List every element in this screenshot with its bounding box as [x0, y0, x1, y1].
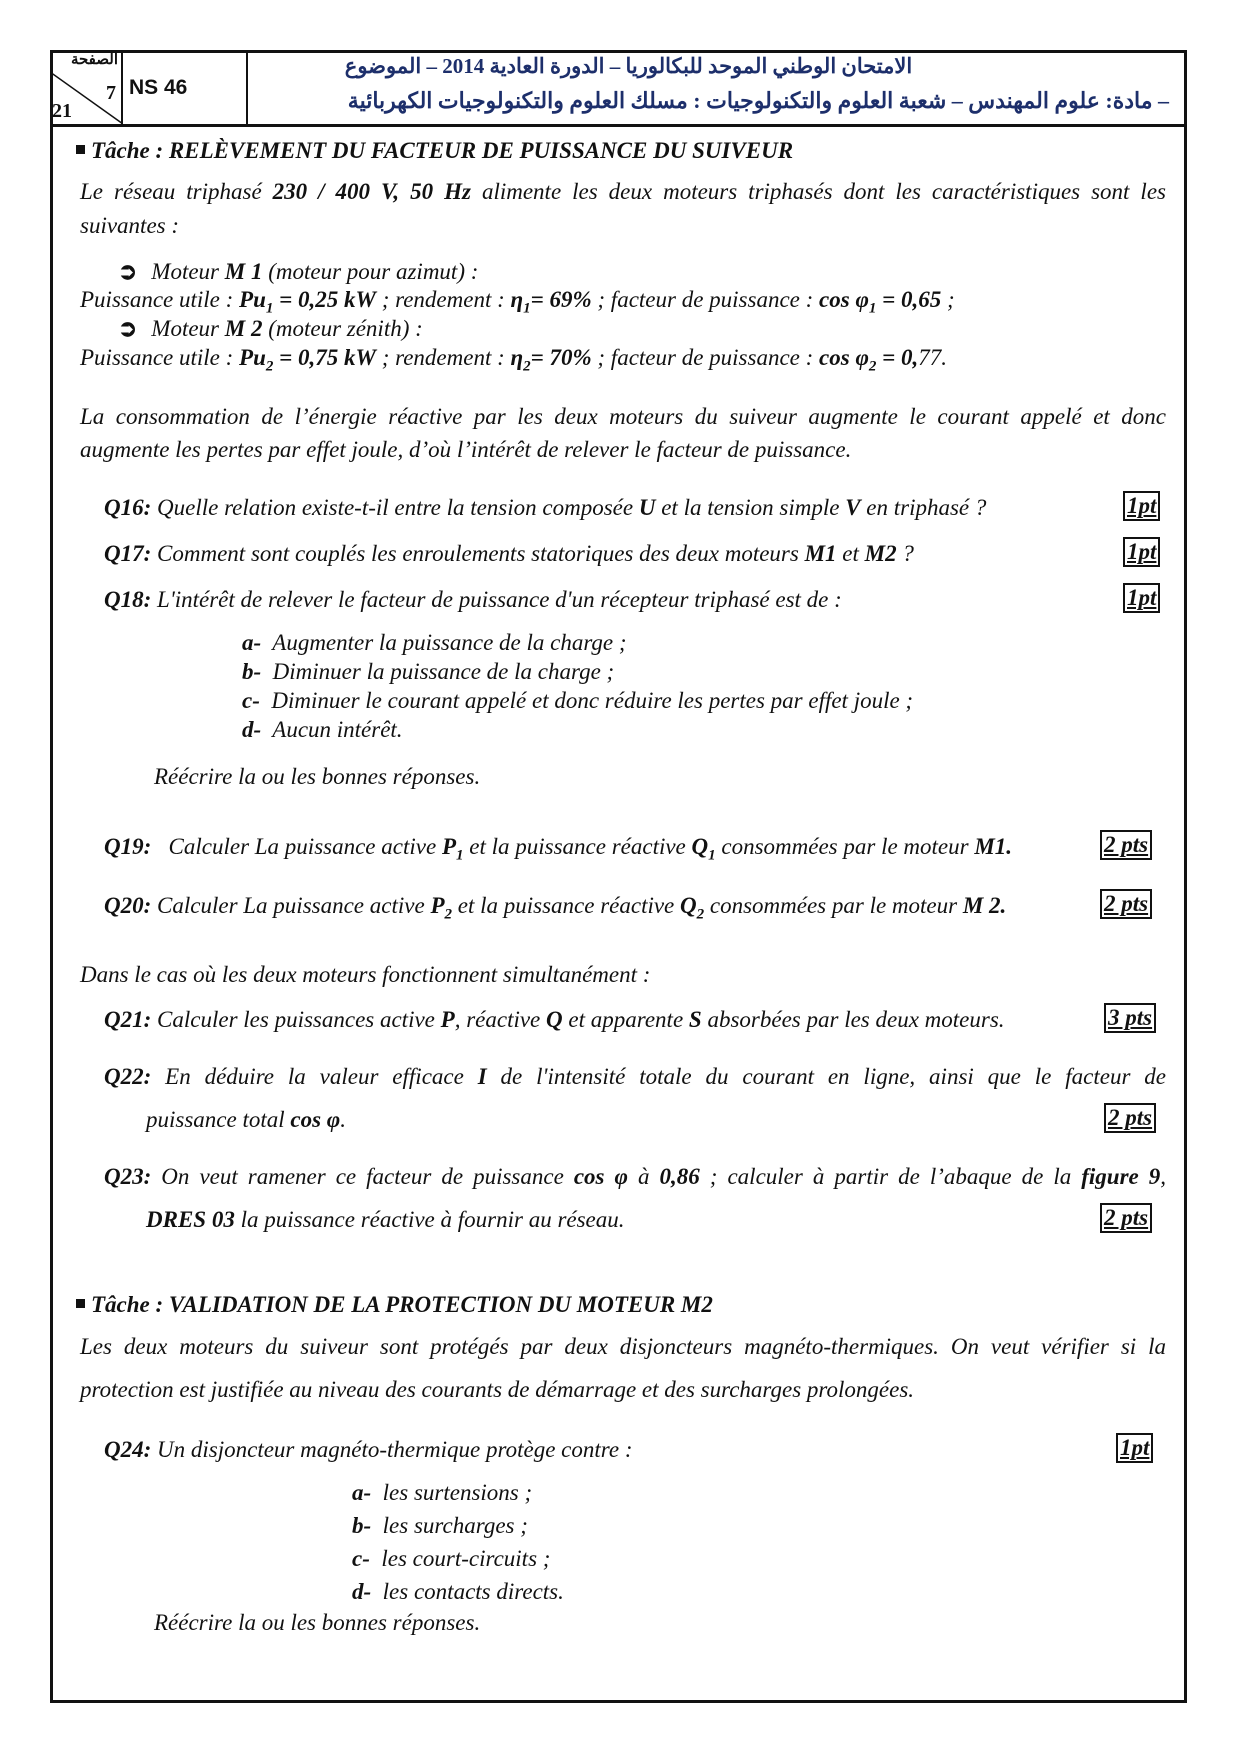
task1-para-l1: La consommation de l’énergie réactive par les deux moteurs du suiveur augmente le courant appelé et donc [80, 404, 1166, 429]
q18-option-c: c- Diminuer le courant appelé et donc réduire les pertes par effet joule ; [242, 688, 914, 713]
points-q18: 1pt [1123, 583, 1160, 613]
question-q18: Q18: L'intérêt de relever le facteur de puissance d'un récepteur triphasé est de : [104, 587, 842, 612]
exam-code: NS 46 [123, 50, 248, 124]
question-q24: Q24: Un disjoncteur magnéto-thermique protège contre : [104, 1437, 633, 1462]
points-q23: 2 pts [1100, 1203, 1152, 1233]
q24-instruction: Réécrire la ou les bonnes réponses. [154, 1610, 481, 1635]
question-q23-cont: DRES 03 la puissance réactive à fournir au réseau. [146, 1207, 625, 1232]
q24-option-a: a- les surtensions ; [352, 1480, 533, 1505]
exam-header [50, 50, 1187, 127]
points-q24: 1pt [1116, 1433, 1153, 1463]
q24-option-c: c- les court-circuits ; [352, 1546, 551, 1571]
question-q17: Q17: Comment sont couplés les enroulements statoriques des deux moteurs M1 et M2 ? [104, 541, 914, 566]
task1-intro-cont: suivantes : [80, 213, 180, 238]
q18-option-a: a- Augmenter la puissance de la charge ; [242, 630, 627, 655]
q18-option-d: d- Aucun intérêt. [242, 717, 403, 742]
points-q21: 3 pts [1104, 1003, 1156, 1033]
page-number-box [50, 50, 123, 124]
task2-para-l1: Les deux moteurs du suiveur sont protégés par deux disjoncteurs magnéto-thermiques. On veut vérifier si la [80, 1334, 1166, 1359]
task1-intro: Le réseau triphasé 230 / 400 V, 50 Hz alimente les deux moteurs triphasés dont les caractéristiques sont les [80, 179, 1166, 204]
question-q20: Q20: Calculer La puissance active $P_2$ et la puissance réactive $Q_2$ consommées par le moteur M 2. [104, 893, 1007, 923]
header-title: الامتحان الوطني الموحد للبكالوريا – الدورة العادية 2014 – الموضوع [344, 54, 913, 78]
points-q22: 2 pts [1104, 1103, 1156, 1133]
motor1-specs: Puissance utile : $Pu_1 = 0,25$ kW ; rendement : $\eta_1= 69\%$ ; facteur de puissance : $\cos \varphi_1 = 0,65$ ; [80, 287, 955, 317]
simultaneous-note: Dans le cas où les deux moteurs fonctionnent simultanément : [80, 962, 651, 987]
points-q19: 2 pts [1100, 830, 1152, 860]
q18-option-b: b- Diminuer la puissance de la charge ; [242, 659, 615, 684]
page-number: 7 [106, 82, 116, 104]
question-q23: Q23: On veut ramener ce facteur de puissance cos φ à 0,86 ; calculer à partir de l’abaque de la figure 9, [104, 1164, 1167, 1189]
task2-title: Tâche : VALIDATION DE LA PROTECTION DU MOTEUR M2 [76, 1291, 713, 1320]
q18-instruction: Réécrire la ou les bonnes réponses. [154, 764, 481, 789]
points-q17: 1pt [1123, 537, 1160, 567]
q24-option-d: d- les contacts directs. [352, 1579, 564, 1604]
points-q20: 2 pts [1100, 889, 1152, 919]
task1-title: Tâche : RELÈVEMENT DU FACTEUR DE PUISSANCE DU SUIVEUR [76, 137, 793, 166]
question-q22-cont: puissance total cos φ. [146, 1107, 347, 1132]
question-q16: Q16: Quelle relation existe-t-il entre la tension composée U et la tension simple V en triphasé ? [104, 495, 987, 520]
header-subject: – مادة: علوم المهندس – شعبة العلوم والتكنولوجيات : مسلك العلوم والتكنولوجيات الكهربائية [347, 88, 1169, 113]
page-total: 21 [52, 100, 72, 122]
question-q22: Q22: En déduire la valeur efficace I de l'intensité totale du courant en ligne, ainsi que le facteur de [104, 1064, 1166, 1089]
motor2-title: ➲ Moteur M 2 (moteur zénith) : [118, 316, 423, 341]
square-bullet-icon [76, 145, 85, 154]
arrow-bullet-icon: ➲ [118, 316, 138, 341]
motor2-specs: Puissance utile : $Pu_2 = 0,75$ kW ; rendement : $\eta_2= 70\%$ ; facteur de puissance : $\cos \varphi_2 = 0,77$. [80, 345, 948, 375]
question-q21: Q21: Calculer les puissances active P, réactive Q et apparente S absorbées par les deux moteurs. [104, 1007, 1005, 1032]
motor1-title: ➲ Moteur M 1 (moteur pour azimut) : [118, 259, 479, 284]
points-q16: 1pt [1123, 491, 1160, 521]
task2-para-l2: protection est justifiée au niveau des courants de démarrage et des surcharges prolongées. [80, 1377, 915, 1402]
q24-option-b: b- les surcharges ; [352, 1513, 528, 1538]
task1-para-l2: augmente les pertes par effet joule, d’où l’intérêt de relever le facteur de puissance. [80, 437, 852, 462]
arrow-bullet-icon: ➲ [118, 259, 138, 284]
question-q19: Q19: Calculer La puissance active $P_1$ et la puissance réactive $Q_1$ consommées par le moteur M1. [104, 834, 1013, 864]
square-bullet-icon [76, 1299, 85, 1308]
page-label: الصفحة [70, 52, 118, 68]
